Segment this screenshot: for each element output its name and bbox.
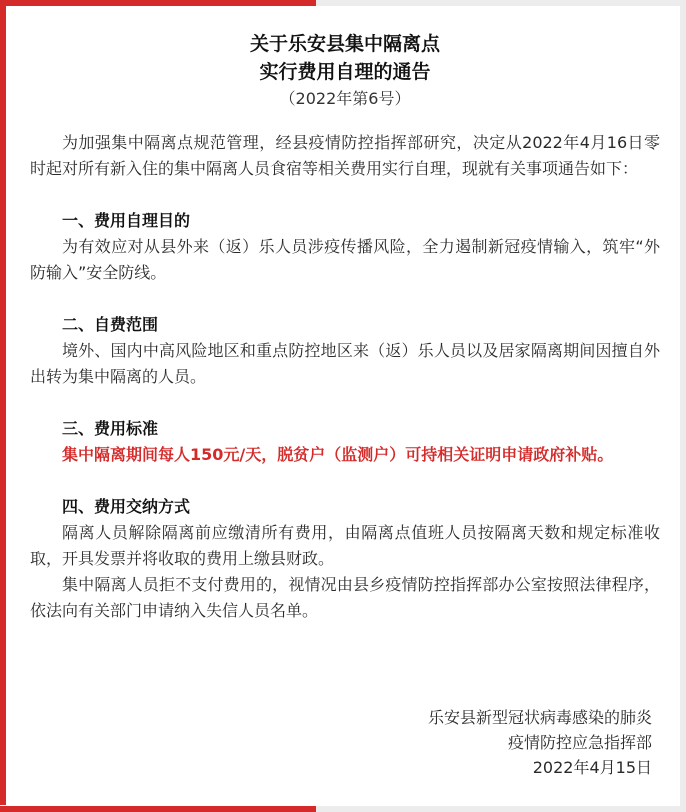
fee-standard-highlight: 集中隔离期间每人150元/天，脱贫户（监测户）可持相关证明申请政府补贴。 [62, 445, 614, 464]
section-payment-method [30, 494, 660, 624]
frame-top-red-bar [0, 0, 316, 6]
section-scope [30, 312, 660, 390]
notice-title [30, 30, 660, 86]
section-fee-standard [30, 416, 660, 468]
section-heading: 一、费用自理目的 [62, 211, 191, 230]
section-purpose [30, 208, 660, 286]
frame-left-red-bar [0, 0, 6, 805]
frame-right-grey-bar [680, 0, 686, 812]
title-line-2: 实行费用自理的通告 [259, 61, 431, 83]
title-line-1: 关于乐安县集中隔离点 [249, 33, 440, 55]
section-paragraph: 隔离人员解除隔离前应缴清所有费用，由隔离点值班人员按隔离天数和规定标准收取，开具发票并将收取的费用上缴县财政。 [30, 523, 660, 568]
issuer-line-2: 疫情防控应急指挥部 [507, 733, 652, 752]
section-heading: 二、自费范围 [62, 315, 159, 334]
notice-content [30, 30, 660, 624]
section-paragraph: 集中隔离人员拒不支付费用的，视情况由县乡疫情防控指挥部办公室按照法律程序，依法向有关部门申请纳入失信人员名单。 [30, 575, 660, 620]
issue-date: 2022年4月15日 [532, 758, 652, 777]
section-heading: 三、费用标准 [62, 419, 159, 438]
issuer-line-1: 乐安县新型冠状病毒感染的肺炎 [427, 708, 652, 727]
intro-paragraph: 为加强集中隔离点规范管理，经县疫情防控指挥部研究，决定从2022年4月16日零时起对所有新入住的集中隔离人员食宿等相关费用实行自理，现就有关事项通告如下： [30, 133, 660, 178]
section-paragraph: 为有效应对从县外来（返）乐人员涉疫传播风险，全力遏制新冠疫情输入，筑牢“外防输入”安全防线。 [30, 237, 660, 282]
frame-top-grey-bar [316, 0, 686, 6]
section-paragraph: 境外、国内中高风险地区和重点防控地区来（返）乐人员以及居家隔离期间因擅自外出转为集中隔离的人员。 [30, 341, 660, 386]
signature-block [428, 705, 652, 780]
frame-bottom-red-bar [0, 806, 316, 812]
document-number: （2022年第6号） [279, 89, 411, 108]
section-heading: 四、费用交纳方式 [62, 497, 191, 516]
